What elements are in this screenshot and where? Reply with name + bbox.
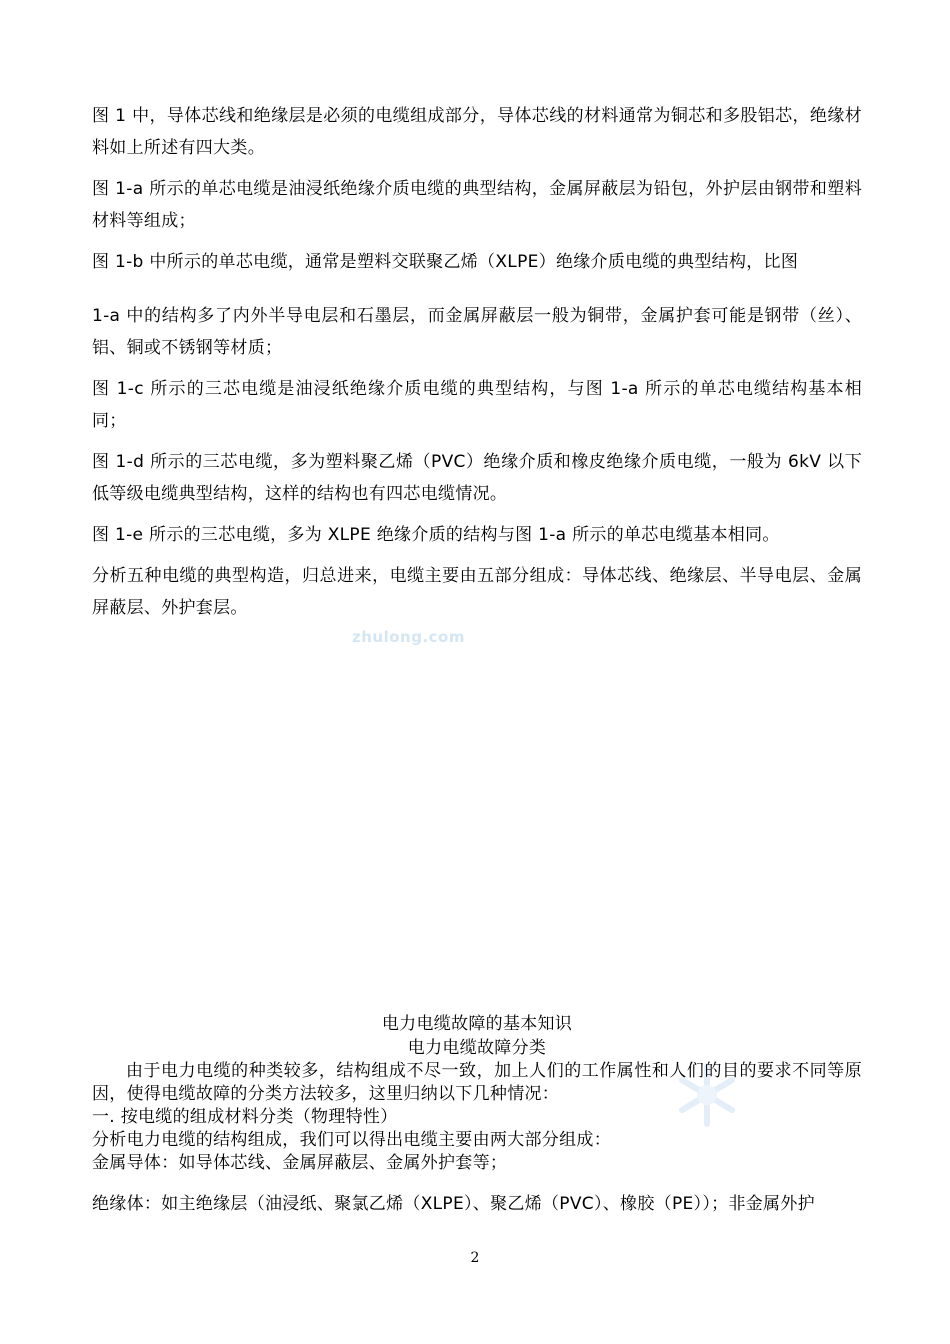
paragraph-fig1d: 图 1-d 所示的三芯电缆，多为塑料聚乙烯（PVC）绝缘介质和橡皮绝缘介质电缆，一般为 6kV 以下低等级电缆典型结构，这样的结构也有四芯电缆情况。 <box>92 452 862 504</box>
paragraph-fig1b-line2: 1-a 中的结构多了内外半导电层和石墨层，而金属屏蔽层一般为铜带，金属护套可能是钢带（丝）、铝、铜或不锈钢等材质； <box>92 306 862 358</box>
paragraph-fig1a: 图 1-a 所示的单芯电缆是油浸纸绝缘介质电缆的典型结构，金属屏蔽层为铅包，外护层由钢带和塑料材料等组成； <box>92 179 862 231</box>
paragraph-fig1b <box>92 246 862 364</box>
paragraph-fig1b-line1: 图 1-b 中所示的单芯电缆，通常是塑料交联聚乙烯（XLPE）绝缘介质电缆的典型结构，比图 <box>92 252 799 272</box>
paragraph-summary: 分析五种电缆的典型构造，归总进来，电缆主要由五部分组成：导体芯线、绝缘层、半导电层、金属屏蔽层、外护套层。 <box>92 566 862 618</box>
paragraph-metal-conductor: 金属导体：如导体芯线、金属屏蔽层、金属外护套等； <box>92 1153 508 1173</box>
paragraph-fig1: 图 1 中，导体芯线和绝缘层是必须的电缆组成部分，导体芯线的材料通常为铜芯和多股铝芯，绝缘材料如上所述有四大类。 <box>92 106 862 158</box>
section-subtitle: 电力电缆故障分类 <box>407 1038 547 1058</box>
section-title: 电力电缆故障的基本知识 <box>381 1014 573 1034</box>
cable-fault-section <box>92 1012 862 1217</box>
paragraph-insulator: 绝缘体：如主绝缘层（油浸纸、聚氯乙烯（XLPE）、聚乙烯（PVC）、橡胶（PE））；非金属外护 <box>92 1194 815 1214</box>
paragraph-analysis: 分析电力电缆的结构组成，我们可以得出电缆主要由两大部分组成： <box>92 1130 611 1150</box>
paragraph-fig1c: 图 1-c 所示的三芯电缆是油浸纸绝缘介质电缆的典型结构，与图 1-a 所示的单芯电缆结构基本相同； <box>92 379 862 431</box>
cable-structure-section <box>92 100 862 624</box>
paragraph-intro: 由于电力电缆的种类较多，结构组成不尽一致，加上人们的工作属性和人们的目的要求不同等原因，使得电缆故障的分类方法较多，这里归纳以下几种情况： <box>92 1061 862 1104</box>
page-number: 2 <box>470 1250 480 1266</box>
zhulong-watermark: zhulong.com <box>352 628 465 646</box>
paragraph-fig1e: 图 1-e 所示的三芯电缆，多为 XLPE 绝缘介质的结构与图 1-a 所示的单芯电缆基本相同。 <box>92 525 780 545</box>
heading-by-material: 一. 按电缆的组成材料分类（物理特性） <box>92 1107 398 1127</box>
